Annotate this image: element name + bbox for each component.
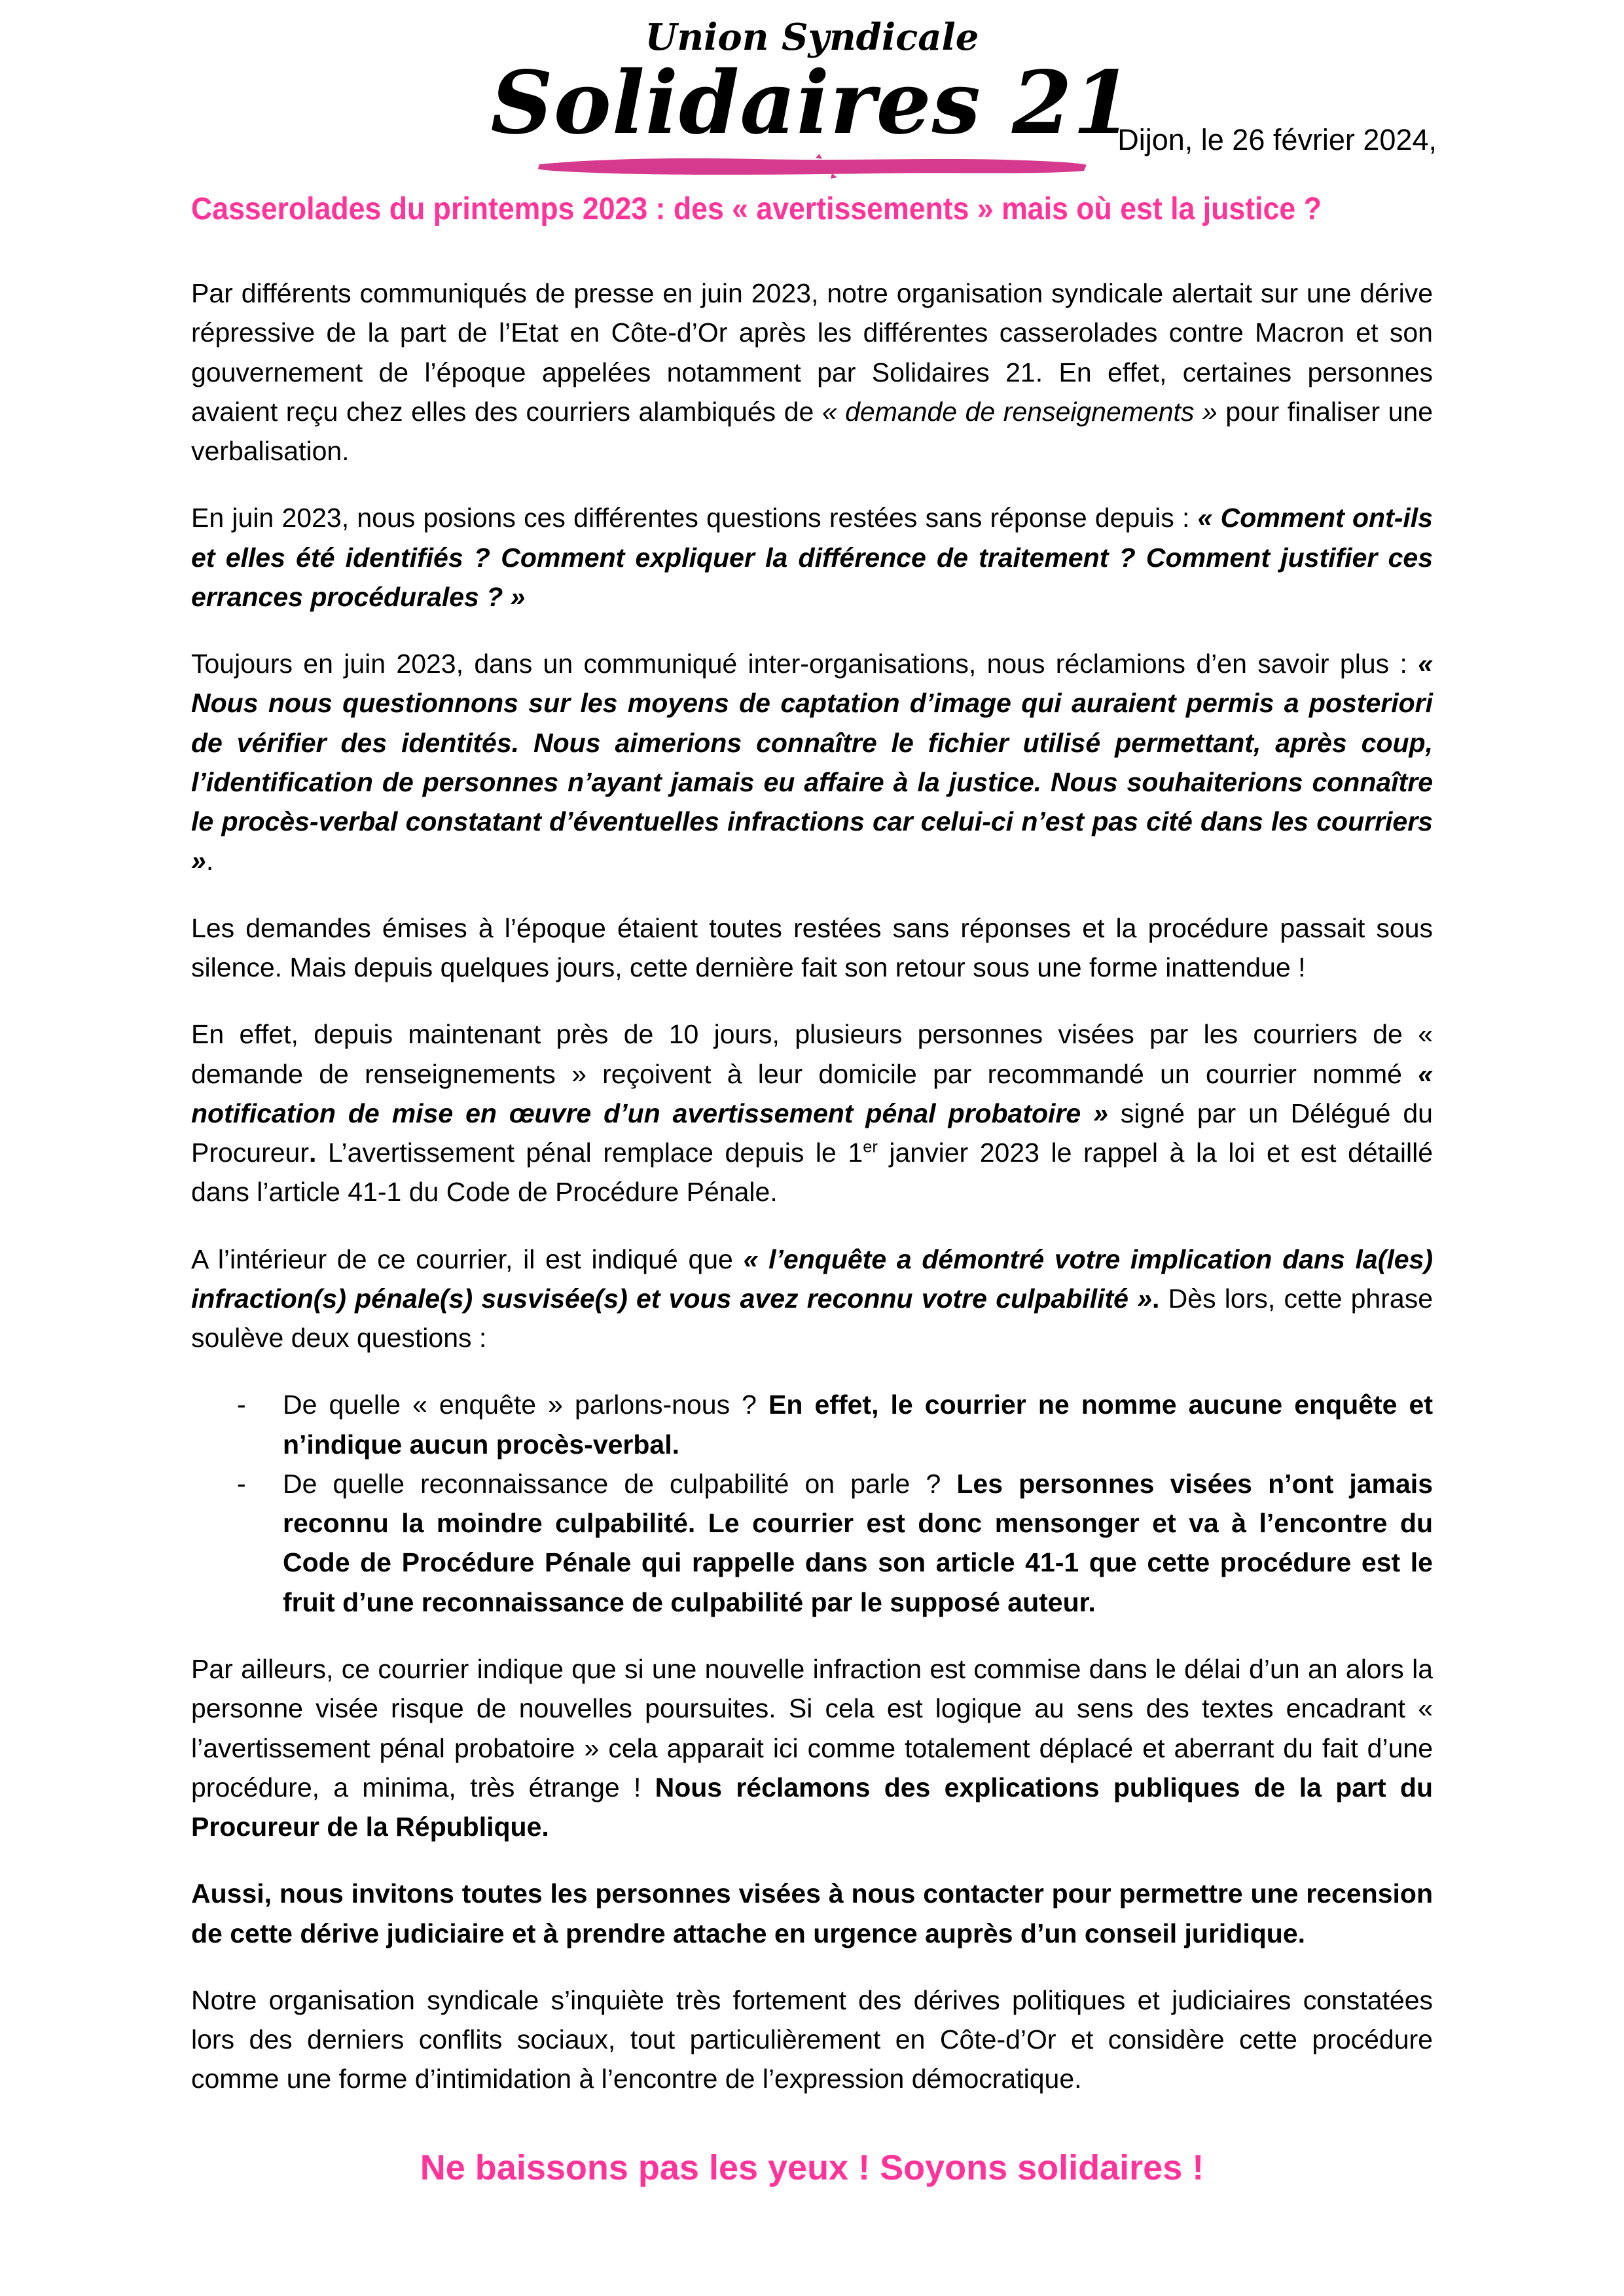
text-run: signé par un Délégué du Procureur xyxy=(191,1098,1433,1168)
date-line: Dijon, le 26 février 2024, xyxy=(1117,123,1437,156)
text-run-italic: « demande de renseignements » xyxy=(821,396,1218,427)
text-run: Par différents communiqués de presse en juin 2023, notre organisation syndicale alertait sur une dérive répressive de la part de l’Etat en Côte-d’Or après les différentes casserolades contre Macron et son gouvernement de l’époque appelées notamment par Solidaires 21. En effet, certaines personnes avaient reçu chez elles des courriers alambiqués de xyxy=(191,278,1433,427)
text-run-quote: « Comment ont-ils et elles été identifiés ? Comment expliquer la différence de traitement ? Comment justifier ces errances procédurales ? » xyxy=(191,503,1433,612)
paragraph-notification xyxy=(191,1014,1433,1211)
logo-script-line: Union Syndicale xyxy=(645,16,979,59)
text-run-quote: « l’enquête a démontré votre implication dans la(les) infraction(s) pénale(s) susvisée(s) et vous avez reconnu votre culpabilité » xyxy=(191,1244,1433,1314)
bullet-item-culpabilite xyxy=(191,1464,1433,1622)
text-run-bold: Nous réclamons des explications publiques de la part du Procureur de la République. xyxy=(191,1772,1433,1842)
paragraph-demandes xyxy=(191,908,1433,988)
paragraph-par-ailleurs xyxy=(191,1649,1433,1846)
brush-underline xyxy=(490,151,1133,182)
text-run: Par ailleurs, ce courrier indique que si une nouvelle infraction est commise dans le délai d’un an alors la personne visée risque de nouvelles poursuites. Si cela est logique au sens des textes encadrant « l’avertissement pénal probatoire » cela apparait ici comme totalement déplacé et aberrant du fait d’une procédure, a minima, très étrange ! xyxy=(191,1653,1433,1803)
bullet-text xyxy=(283,1464,1433,1622)
text-run-bold: En effet, le courrier ne nomme aucune enquête et n’indique aucun procès-verbal. xyxy=(283,1390,1433,1460)
text-run: En effet, depuis maintenant près de 10 jours, plusieurs personnes visées par les courriers de « demande de renseignements » reçoivent à leur domicile par recommandé un courrier nommé xyxy=(191,1019,1433,1089)
text-run: . xyxy=(206,846,214,876)
bullet-text xyxy=(283,1385,1433,1464)
bullet-list xyxy=(191,1385,1433,1622)
text-run: L’avertissement pénal remplace depuis le 1 xyxy=(316,1138,863,1168)
text-run-bold: . xyxy=(1152,1283,1160,1314)
text-run-quote: « Nous nous questionnons sur les moyens de captation d’image qui auraient permis a posteriori de vérifier des identités. Nous aimerions connaître le fichier utilisé permettant, après coup, l’identification de personnes n’ayant jamais eu affaire à la justice. Nous souhaiterions connaître le procès-verbal constatant d’éventuelles infractions car celui-ci n’est pas cité dans les courriers » xyxy=(191,649,1433,876)
paragraph-conclusion xyxy=(191,1981,1433,2099)
bullet-dash: - xyxy=(237,1468,246,1499)
text-run: De quelle « enquête » parlons-nous ? xyxy=(283,1390,769,1420)
closing-slogan: Ne baissons pas les yeux ! Soyons solidaires ! xyxy=(420,2147,1204,2187)
text-run: En juin 2023, nous posions ces différentes questions restées sans réponse depuis : xyxy=(191,503,1198,533)
text-run-quote: « notification de mise en œuvre d’un avertissement pénal probatoire » xyxy=(191,1058,1433,1128)
bullet-item-enquete xyxy=(191,1385,1433,1464)
text-run-bold: Aussi, nous invitons toutes les personnes visées à nous contacter pour permettre une recension de cette dérive judiciaire et à prendre attache en urgence auprès d’un conseil juridique. xyxy=(191,1878,1433,1948)
paragraph-enquete xyxy=(191,1240,1433,1358)
text-run: Toujours en juin 2023, dans un communiqué inter-organisations, nous réclamions d’en savoir plus : xyxy=(191,649,1418,679)
text-run-superscript: er xyxy=(863,1138,878,1157)
bullet-dash: - xyxy=(237,1390,246,1420)
text-run: Les demandes émises à l’époque étaient toutes restées sans réponses et la procédure passait sous silence. Mais depuis quelques jours, cette dernière fait son retour sous une forme inattendue ! xyxy=(191,912,1433,982)
text-run: A l’intérieur de ce courrier, il est indiqué que xyxy=(191,1244,744,1274)
text-run-bold: . xyxy=(309,1138,317,1168)
page-title: Casserolades du printemps 2023 : des « avertissements » mais où est la justice ? xyxy=(191,192,1322,226)
text-run: Dès lors, cette phrase soulève deux questions : xyxy=(191,1283,1433,1354)
text-run: Notre organisation syndicale s’inquiète très fortement des dérives politiques et judiciaires constatées lors des derniers conflits sociaux, tout particulièrement en Côte-d’Or et considère cette procédure comme une forme d’intimidation à l’encontre de l’expression démocratique. xyxy=(191,1984,1433,2094)
text-run: De quelle reconnaissance de culpabilité on parle ? xyxy=(283,1468,957,1499)
logo-wordmark: Solidaires 21 xyxy=(490,52,1134,154)
org-logo xyxy=(490,18,1133,182)
paragraph-intro xyxy=(191,274,1433,471)
paragraph-appel-contact xyxy=(191,1874,1433,1953)
text-run: pour finaliser une verbalisation. xyxy=(191,396,1433,467)
paragraph-communique xyxy=(191,644,1433,881)
text-run-bold: Les personnes visées n’ont jamais reconnu la moindre culpabilité. Le courrier est donc mensonger et va à l’encontre du Code de Procédure Pénale qui rappelle dans son article 41-1 que cette procédure est le fruit d’une reconnaissance de culpabilité par le supposé auteur. xyxy=(283,1468,1434,1617)
text-run: janvier 2023 le rappel à la loi et est détaillé dans l’article 41-1 du Code de Procédure Pénale. xyxy=(191,1138,1433,1208)
body-text xyxy=(191,274,1433,2194)
paragraph-questions xyxy=(191,498,1433,617)
